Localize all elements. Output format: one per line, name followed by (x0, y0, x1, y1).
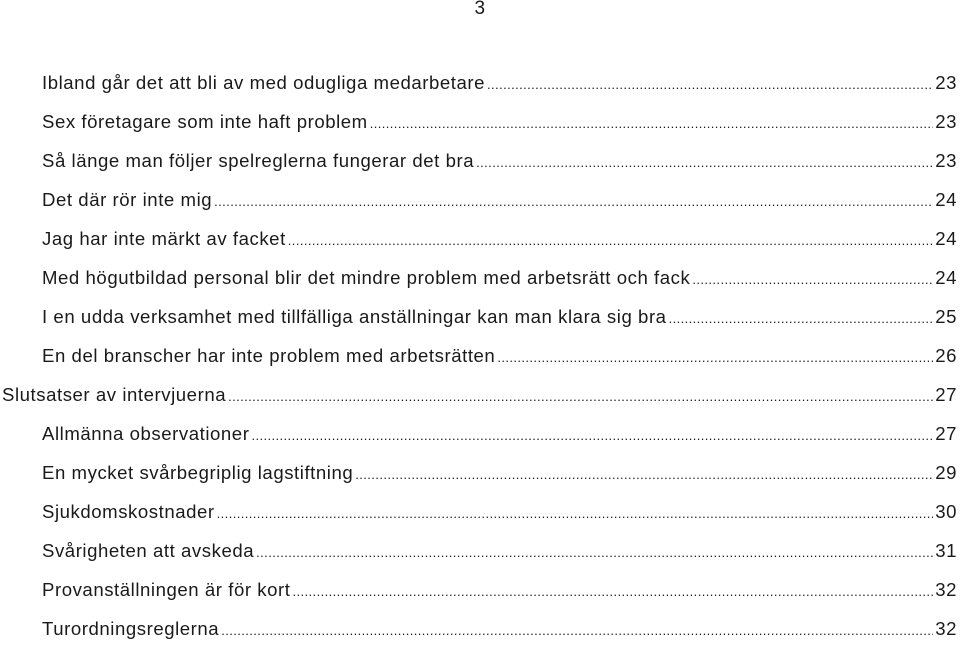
toc-leader-dots (692, 263, 933, 297)
toc-entry-page: 25 (935, 306, 957, 327)
toc-entry-title: I en udda verksamhet med tillfälliga anställningar kan man klara sig bra (42, 306, 667, 327)
toc-leader-dots (487, 68, 933, 102)
toc-leader-dots (288, 224, 933, 258)
toc-entry-page: 23 (935, 111, 957, 132)
toc-entry[interactable] (0, 456, 960, 495)
toc-entry-page: 24 (935, 189, 957, 210)
toc-entry[interactable] (0, 612, 960, 651)
toc-entry-title: Svårigheten att avskeda (42, 540, 255, 561)
toc-leader-dots (228, 380, 933, 414)
toc-leader-dots (497, 341, 933, 375)
toc-entry-page: 24 (935, 267, 957, 288)
toc-entry-page: 30 (935, 501, 957, 522)
toc-leader-dots (214, 185, 933, 219)
toc-leader-dots (669, 302, 934, 336)
toc-entry-page: 29 (935, 462, 957, 483)
toc-entry-title: Allmänna observationer (42, 423, 250, 444)
toc-entry-title: Jag har inte märkt av facket (42, 228, 286, 249)
toc-entry[interactable] (0, 573, 960, 612)
toc-entry-title: En mycket svårbegriplig lagstiftning (42, 462, 354, 483)
toc-entry-page: 27 (935, 384, 957, 405)
toc-entry-title: Sex företagare som inte haft problem (42, 111, 368, 132)
toc-entry-page: 24 (935, 228, 957, 249)
toc-entry-title: En del branscher har inte problem med arbetsrätten (42, 345, 496, 366)
toc-entry-title: Sjukdomskostnader (42, 501, 215, 522)
toc-leader-dots (476, 146, 933, 180)
toc-entry-title: Så länge man följer spelreglerna fungerar det bra (42, 150, 475, 171)
toc-leader-dots (293, 575, 934, 609)
toc-entry-title: Med högutbildad personal blir det mindre problem med arbetsrätt och fack (42, 267, 691, 288)
toc-entry-title: Ibland går det att bli av med odugliga medarbetare (42, 72, 486, 93)
toc-entry-page: 23 (935, 72, 957, 93)
toc-entry[interactable] (0, 417, 960, 456)
toc-leader-dots (256, 536, 933, 570)
toc-leader-dots (370, 107, 933, 141)
toc-leader-dots (251, 419, 933, 453)
toc-entry[interactable] (0, 144, 960, 183)
toc-leader-dots (221, 614, 933, 648)
toc-entry-page: 32 (935, 579, 957, 600)
toc-entry[interactable] (0, 183, 960, 222)
toc-entry[interactable] (0, 495, 960, 534)
toc-entry-page: 27 (935, 423, 957, 444)
toc-entry[interactable] (0, 534, 960, 573)
toc-leader-dots (217, 497, 934, 531)
page-number: 3 (474, 0, 486, 19)
toc-entry-page: 32 (935, 618, 957, 639)
toc-leader-dots (355, 458, 933, 492)
toc-entry[interactable] (0, 222, 960, 261)
toc-entry[interactable] (0, 378, 960, 417)
toc-entry-page: 26 (935, 345, 957, 366)
toc-entry-title: Slutsatser av intervjuerna (2, 384, 227, 405)
toc-entry-title: Provanställningen är för kort (42, 579, 291, 600)
toc-entry[interactable] (0, 300, 960, 339)
toc-entry[interactable] (0, 261, 960, 300)
toc-entry-page: 31 (935, 540, 957, 561)
toc-entry-page: 23 (935, 150, 957, 171)
toc-entry[interactable] (0, 339, 960, 378)
toc-entry-title: Turordningsreglerna (42, 618, 220, 639)
toc-entry[interactable] (0, 105, 960, 144)
toc-entry[interactable] (0, 66, 960, 105)
toc-entry-title: Det där rör inte mig (42, 189, 213, 210)
table-of-contents (0, 66, 960, 651)
